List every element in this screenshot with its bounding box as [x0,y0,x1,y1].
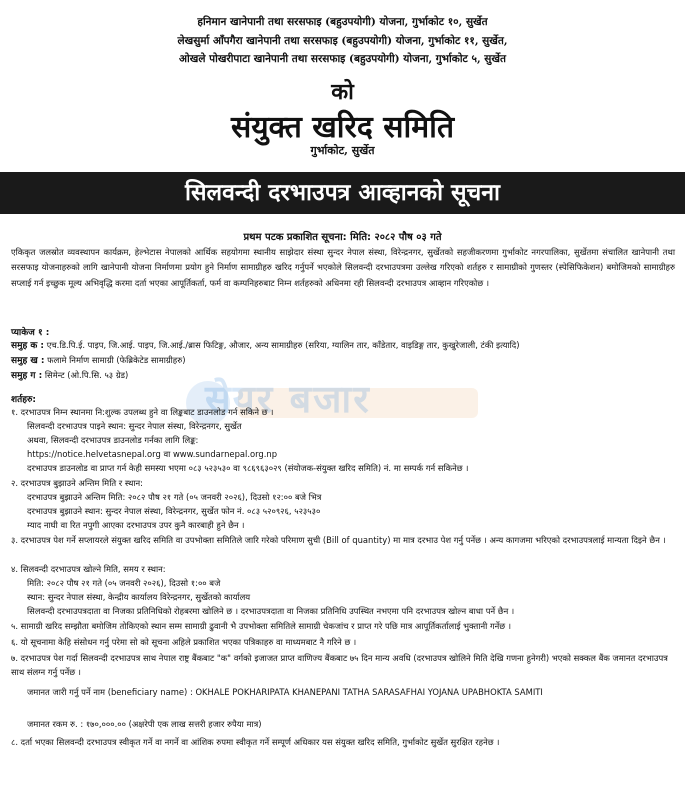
group-label: समुह ग : [11,371,43,381]
group-label: समुह क : [11,341,45,351]
group-ka [11,339,675,353]
term-7-amount: जमानत रकम रु. : १७०,०००.०० (अक्षरेपी एक लाख सत्तरी हजार रुपैया मात्र) [27,719,262,729]
package-heading: प्याकेज १ : [11,328,50,338]
header-line-2: लेखसुर्मा आँपगैरा खानेपानी तथा सरसफाइ (बहुउपयोगी) योजना, गुर्भाकोट ११, सुर्खेत, [177,35,508,47]
group-text: एच.डि.पि.ई. पाइप, जि.आई. पाइप, जि.आई./ब्रास फिटिङ्ग, औजार, अन्य सामाग्रीहरु (सरिया, ग्यालिन तार, काँडेतार, वाइडिङ्ग तार, कुखुरेजाली, टंकी इत्यादि) [46,340,520,350]
term-2-note: म्याद नाघी वा रित नपुगी आएका दरभाउपत्र उपर कुनै कारबाही हुने छैन । [27,520,245,530]
watermark-text: सेयर बजार [205,377,371,421]
term-4: ४. सिलवन्दी दरभाउपत्र खोल्ने मिति, समय र स्थान: [11,564,166,574]
header-ko: को [331,79,354,105]
term-1-contact: दरभाउपत्र डाउनलोड वा प्राप्त गर्न केही समस्या भएमा ०८३ ५२३५३० वा ९८६९६३०२९ (संयोजक-संयुक्त खरिद समिति) नं. मा सम्पर्क गर्न सकिनेछ । [27,463,469,473]
terms-heading: शर्तहरु: [11,395,37,405]
intro-paragraph: एकिकृत जलस्रोत व्यवस्थापन कार्यक्रम, हेल्भेटास नेपालको आर्थिक सहयोगमा स्थानीय साझेदार संस्था सुन्दर नेपाल संस्था, विरेन्द्रनगर, सुर्खेतको सहजीकरणमा गुर्भाकोट नगरपालिका, सुर्खेतमा संचालित खानेपानी तथा सरसफाइ योजनाहरुको लागि खानेपानी योजना निर्माणमा प्रयोग हुने निर्माण सामाग्रीहरु खरिद गर्नुपर्ने भएकोले सिलवन्दी दरभाउपत्रमा उल्लेख गरिएको शर्तहरु र सामाग्रीको गुणस्तर (स्पेसिफिकेशन) बमोजिमको सामाग्रीहरु सप्लाई गर्न इच्छुक मूल्य अभिवृद्धि करमा दर्ता भएका आपूर्तिकर्ता, फर्म वा कम्पनिहरुबाट निम्न शर्तहरुको अधिनमा रही सिलवन्दी दरभाउपत्र आव्हान गरिएकोछ । [11,247,675,288]
header-line-3: ओखले पोखरीपाटा खानेपानी तथा सरसफाइ (बहुउपयोगी) योजना, गुर्भाकोट ५, सुर्खेत [179,53,506,65]
term-2-place: दरभाउपत्र बुझाउने स्थान: सुन्दर नेपाल संस्था, विरेन्द्रनगर, सुर्खेत फोन नं. ०८३ ५२०९२६, ५२३५३० [27,506,321,516]
group-text: फलामे निर्माण सामाग्री (फेब्रिकेटेड सामाग्रीहरु) [47,355,186,365]
term-2-deadline: दरभाउपत्र बुझाउने अन्तिम मिति: २०८२ पौष २१ गते (०५ जनवरी २०२६), दिउसो १२:०० बजे भित्र [27,492,322,502]
term-7-beneficiary: जमानत जारी गर्नु पर्ने नाम (beneficiary name) : OKHALE POKHARIPATA KHANEPANI TATHA SARASAFHAI YOJANA UPABHOKTA SAMITI [27,687,543,697]
term-1: १. दरभाउपत्र निम्न स्थानमा नि:शुल्क उपलब्ध हुने वा लिङ्कबाट डाउनलोड गर्न सकिने छ । [11,407,274,417]
term-6: ६. यो सूचनामा केहि संसोधन गर्नु परेमा सो को सूचना अहिले प्रकाशित भएका पत्रिकाहरु वा माध्यमबाट नै गरिने छ । [11,637,357,647]
committee-location: गुर्भाकोट, सुर्खेत [310,144,375,157]
committee-title: संयुक्त खरिद समिति [230,110,455,145]
term-3: ३. दरभाउपत्र पेश गर्ने सप्लायरले संयुक्त खरिद समिति वा उपभोक्ता समितिले जारि गरेको परिमाण सुची (Bill of quantity) मा मात्र दरभाउ पेश गर्नु पर्नेछ । अन्य कागजमा भरिएको दरभाउपत्रलाई मान्यता दिइने छैन । [11,535,666,545]
term-1-link[interactable]: https://notice.helvetasnepal.org वा www.sundarnepal.org.np [27,449,278,459]
first-publish-date: प्रथम पटक प्रकाशित सूचना: मिति: २०८२ पौष ०३ गते [243,232,442,243]
term-8: ८. दर्ता भएका सिलवन्दी दरभाउपत्र स्वीकृत गर्ने वा नगर्ने वा आंशिक रुपमा स्वीकृत गर्ने सम्पूर्ण अधिकार यस संयुक्त खरिद समिति, गुर्भाकोट सुर्खेत सुरक्षित रहनेछ । [11,737,500,747]
term-1-place: सिलवन्दी दरभाउपत्र पाइने स्थान: सुन्दर नेपाल संस्था, विरेन्द्रनगर, सुर्खेत [27,421,242,431]
term-4-note: सिलवन्दी दरभाउपत्रदाता वा निजका प्रतिनिधिको रोहबरमा खोलिने छ । दरभाउपत्रदाता वा निजका प्रतिनिधि उपस्थित नभएमा पनि दरभाउपत्र खोल्न बाधा पर्ने छैन । [27,606,515,616]
term-2: २. दरभाउपत्र बुझाउने अन्तिम मिति र स्थान: [11,478,143,488]
header-line-1: हनिमान खानेपानी तथा सरसफाइ (बहुउपयोगी) योजना, गुर्भाकोट १०, सुर्खेत [197,16,488,28]
term-4-place: स्थान: सुन्दर नेपाल संस्था, केन्द्रीय कार्यालय विरेन्द्रनगर, सुर्खेतको कार्यालय [27,592,251,602]
notice-banner [0,172,685,214]
term-4-date: मिति: २०८२ पौष २१ गते (०५ जनवरी २०२६), दिउसो १:०० बजे [27,578,221,588]
term-1-or: अथवा, सिलवन्दी दरभाउपत्र डाउनलोड गर्नका लागि लिङ्क: [27,435,199,445]
term-5: ५. सामाग्री खरिद सम्झौता बमोजिम तोकिएको स्थान सम्म सामाग्री ढुवानी भै उपभोक्ता समितिले सामाग्री चेकजांच र प्राप्त गरे पछि मात्र आपूर्तिकर्तालाई भुक्तानी गर्नेछ । [11,621,512,631]
term-7: ७. दरभाउपत्र पेश गर्दा सिलवन्दी दरभाउपत्र साथ नेपाल राष्ट्र बैंकबाट "क" वर्गको इजाजत प्राप्त वाणिज्य बैंकबाट ७५ दिन मान्य अवधि (दरभाउपत्र खोलिने मिति देखि गणना हुनेगरी) भएको सक्कल बैंक जमानत दरभाउपत्र साथ संलग्न गर्नु पर्नेछ । [11,653,668,677]
banner-title: सिलवन्दी दरभाउपत्र आव्हानको सूचना [185,179,500,206]
group-kha [11,354,675,368]
group-label: समुह ख : [11,356,45,366]
group-text: सिमेन्ट (ओ.पि.सि. ५३ ग्रेड) [44,370,129,380]
